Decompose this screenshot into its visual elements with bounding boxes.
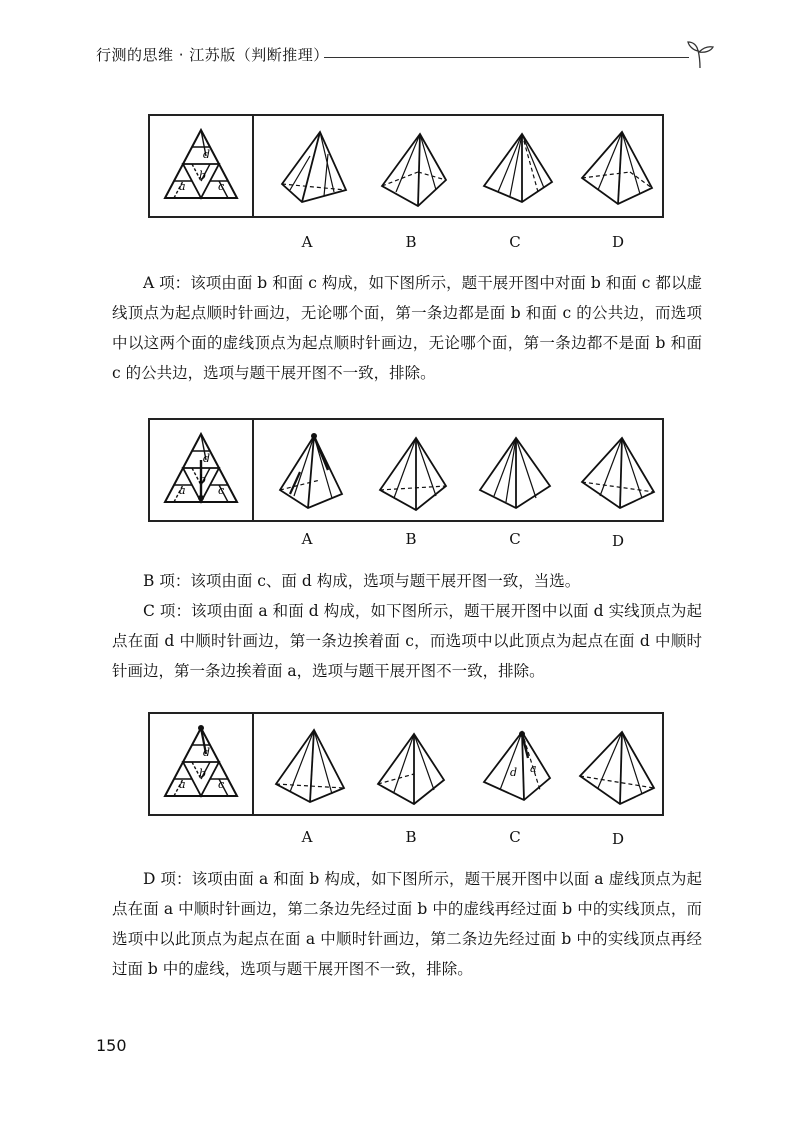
figure-option-a	[148, 114, 664, 218]
figure-drawing	[150, 116, 662, 216]
face-label-a: a	[179, 180, 186, 193]
face-label-c: c	[218, 484, 225, 497]
figure-2-label-b: B	[405, 530, 417, 548]
figure-1-label-a: A	[301, 233, 313, 251]
option-c-face-a: a	[530, 762, 537, 775]
face-label-d: d	[203, 452, 211, 465]
option-c-face-d: d	[510, 766, 518, 779]
paragraph-option-b: B 项：该项由面 c、面 d 构成，选项与题干展开图一致，当选。	[143, 572, 581, 590]
paragraph-option-a: A 项：该项由面 b 和面 c 构成，如下图所示，题干展开图中对面 b 和面 c 都以虚线顶点为起点顺时针画边，无论哪个面，第一条边都是面 b 和面 c 的公共边，而选项中以这两个面的虚线顶点为起点顺时针画边，无论哪个面，第一条边都不是面 b 和面 c 的公共边，选项与题干展开图不一致，排除。	[112, 274, 702, 382]
option-c-pyramid	[480, 438, 550, 508]
face-label-a: a	[179, 484, 186, 497]
figure-1-label-c: C	[509, 233, 521, 251]
paragraph-option-d: D 项：该项由面 a 和面 b 构成，如下图所示，题干展开图中以面 a 虚线顶点为起点在面 a 中顺时针画边，第二条边先经过面 b 中的虚线再经过面 b 中的实线顶点，而选项中以此顶点为起点在面 a 中顺时针画边，第二条边先经过面 b 中的实线顶点再经过面 b 中的虚线，选项与题干展开图不一致，排除。	[112, 870, 702, 978]
page-header	[96, 40, 716, 70]
option-a-pyramid	[282, 132, 346, 202]
face-label-c: c	[218, 778, 225, 791]
option-a-pyramid	[280, 433, 342, 508]
option-c-pyramid	[484, 731, 550, 800]
face-label-b: b	[199, 767, 207, 780]
paragraph-option-c: C 项：该项由面 a 和面 d 构成，如下图所示，题干展开图中以面 d 实线顶点为起点在面 d 中顺时针画边，第一条边挨着面 c，而选项中以此顶点为起点在面 d 中顺时针画边，第一条边挨着面 a，选项与题干展开图不一致，排除。	[112, 602, 702, 680]
option-d-pyramid	[580, 732, 654, 804]
figure-3-label-d: D	[611, 830, 625, 848]
figure-2-label-a: A	[301, 530, 313, 548]
figure-option-c	[148, 712, 664, 816]
figure-drawing	[150, 420, 662, 520]
figure-drawing	[150, 714, 662, 814]
face-label-c: c	[218, 180, 225, 193]
option-a-pyramid	[276, 730, 344, 802]
sprout-icon	[684, 40, 716, 70]
face-label-b: b	[199, 473, 207, 486]
face-label-b: b	[199, 169, 207, 182]
net-diagram	[165, 130, 237, 198]
figure-1-label-d: D	[611, 233, 625, 251]
option-c-pyramid	[484, 134, 552, 202]
face-label-d: d	[203, 148, 211, 161]
figure-3-label-b: B	[405, 828, 417, 846]
net-diagram	[165, 434, 237, 502]
option-d-pyramid	[582, 438, 654, 508]
option-b-pyramid	[380, 438, 446, 510]
option-b-pyramid	[378, 734, 444, 804]
option-b-pyramid	[382, 134, 446, 206]
net-diagram	[165, 725, 237, 796]
page-number: 150	[96, 1036, 127, 1055]
header-rule	[324, 57, 689, 58]
figure-3-label-c: C	[509, 828, 521, 846]
figure-option-b	[148, 418, 664, 522]
face-label-d: d	[203, 746, 211, 759]
figure-2-label-c: C	[509, 530, 521, 548]
figure-3-label-a: A	[301, 828, 313, 846]
face-label-a: a	[179, 778, 186, 791]
option-d-pyramid	[582, 132, 652, 204]
figure-2-label-d: D	[611, 532, 625, 550]
figure-1-label-b: B	[405, 233, 417, 251]
header-title: 行测的思维 · 江苏版（判断推理）	[96, 46, 329, 64]
